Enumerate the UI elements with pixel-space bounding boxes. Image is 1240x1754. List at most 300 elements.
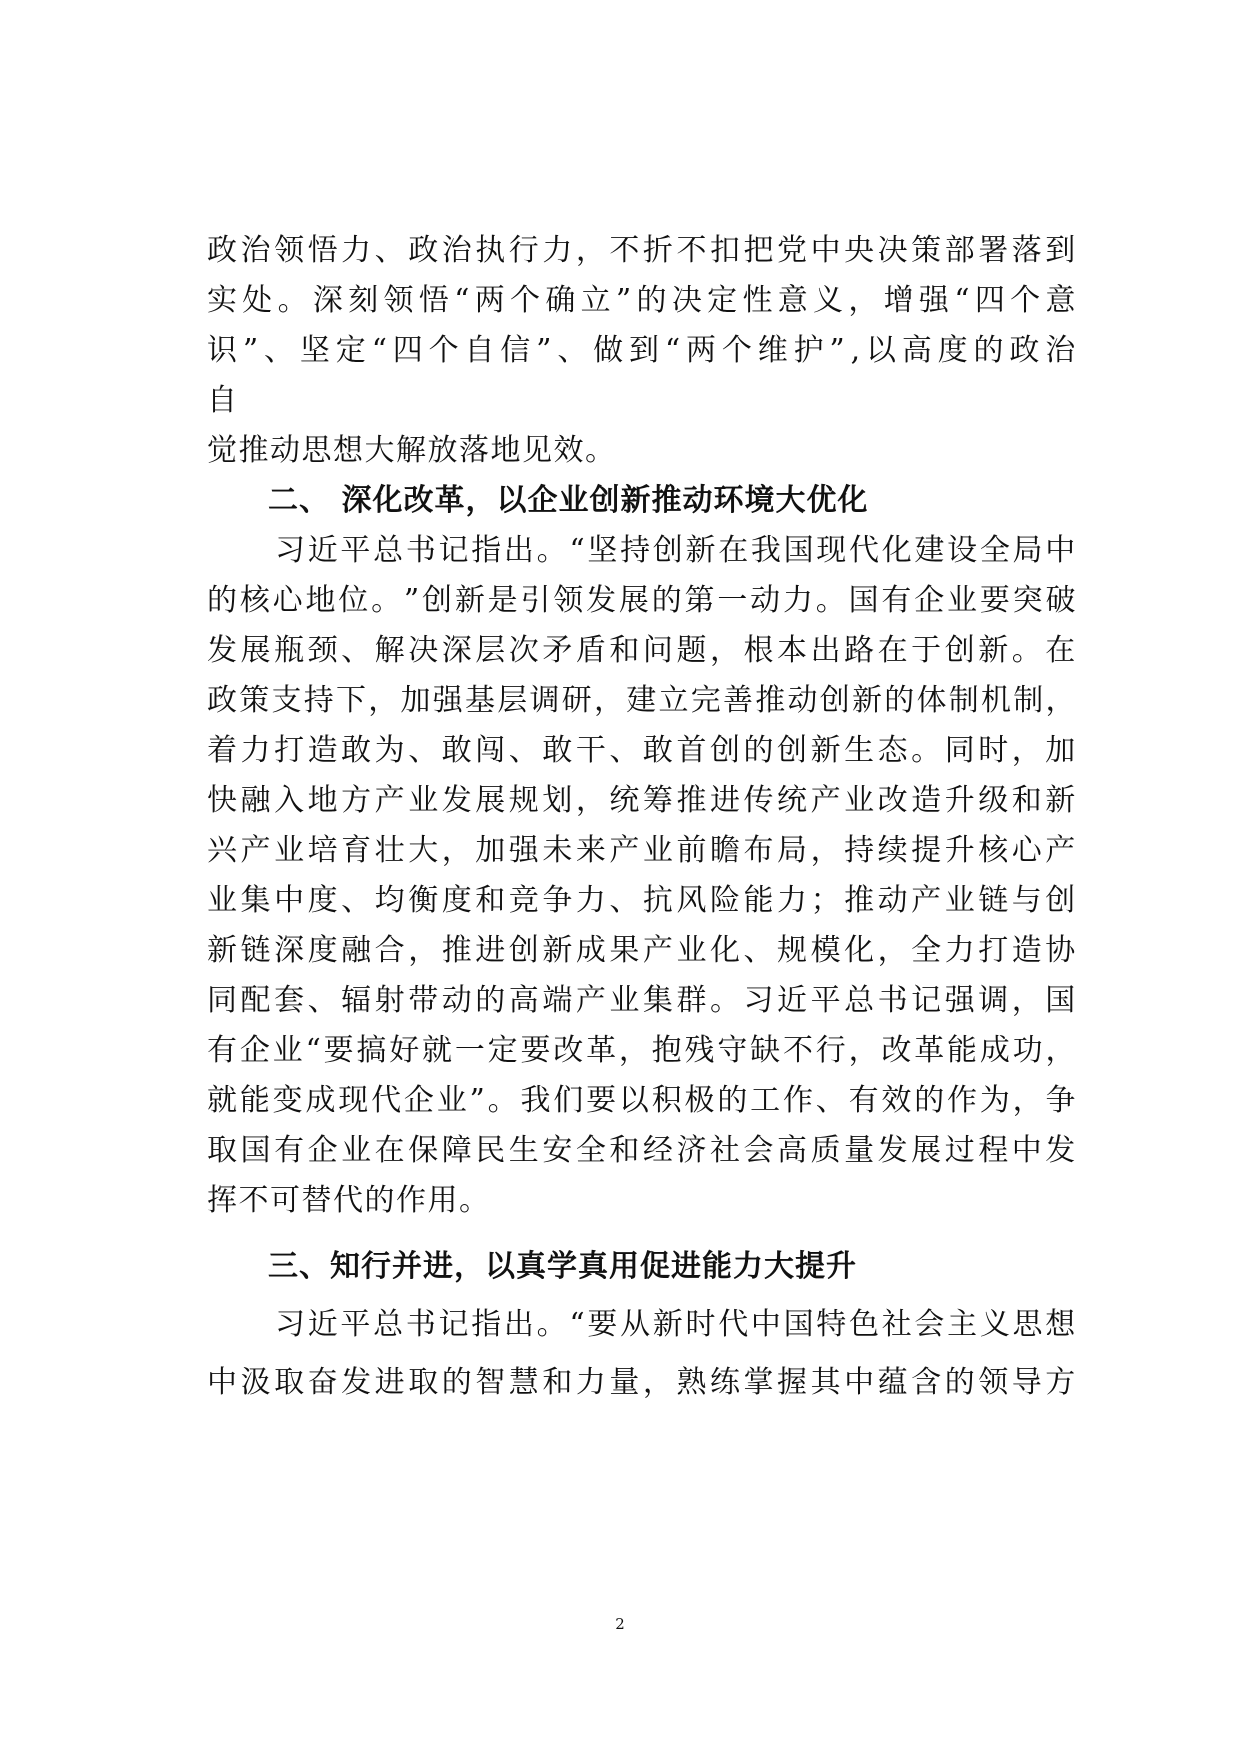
glyph: ， <box>618 1033 651 1068</box>
glyph: 奋 <box>307 1365 340 1400</box>
glyph: 推 <box>441 933 474 968</box>
glyph: 统 <box>777 783 809 818</box>
glyph: 建 <box>626 683 658 718</box>
glyph: 握 <box>777 1365 809 1400</box>
glyph: 积 <box>651 1083 684 1118</box>
glyph: 制 <box>948 683 981 718</box>
glyph: 习 <box>743 983 775 1018</box>
glyph: 程 <box>978 1133 1010 1168</box>
glyph: 新 <box>207 933 239 968</box>
glyph: 动 <box>750 583 782 618</box>
glyph: 能 <box>743 883 775 918</box>
glyph: 产 <box>642 933 675 968</box>
glyph: 立 <box>658 683 690 718</box>
glyph: 义 <box>813 283 845 318</box>
glyph: 国 <box>240 1133 273 1168</box>
glyph: 核 <box>239 583 272 618</box>
glyph: 统 <box>609 783 641 818</box>
glyph: 变 <box>272 1083 305 1118</box>
glyph: 射 <box>374 983 407 1018</box>
text-line <box>207 526 1077 576</box>
glyph: 进 <box>374 1365 407 1400</box>
glyph: 。 <box>487 1083 520 1118</box>
paragraph-section-2 <box>207 526 1077 1226</box>
glyph: 到 <box>1045 233 1077 268</box>
glyph: 扣 <box>709 233 742 268</box>
glyph: 企 <box>307 1133 340 1168</box>
glyph: 层 <box>475 633 507 668</box>
glyph: 现 <box>816 533 848 568</box>
glyph: 革 <box>914 1033 946 1068</box>
glyph: ， <box>1045 683 1077 718</box>
glyph: 壮 <box>374 833 407 868</box>
glyph: 同 <box>207 983 239 1018</box>
glyph: 国 <box>783 1307 816 1342</box>
glyph: 信 <box>500 333 532 368</box>
glyph: 辐 <box>341 983 373 1018</box>
glyph: 安 <box>542 1133 574 1168</box>
glyph: 会 <box>743 1133 775 1168</box>
glyph: 力 <box>240 733 273 768</box>
glyph: 着 <box>207 733 239 768</box>
glyph: 发 <box>586 583 618 618</box>
glyph: ， <box>368 683 400 718</box>
glyph: 习 <box>275 1307 307 1342</box>
glyph: 和 <box>1011 783 1044 818</box>
glyph: 两 <box>474 283 507 318</box>
glyph: 在 <box>1045 633 1077 668</box>
glyph: 书 <box>877 983 910 1018</box>
glyph: ， <box>1045 1033 1077 1068</box>
glyph: 创 <box>422 583 454 618</box>
glyph: “ <box>454 283 471 318</box>
glyph: 维 <box>757 333 790 368</box>
glyph: 自 <box>464 333 496 368</box>
glyph: 。 <box>371 583 403 618</box>
glyph: 的 <box>651 583 684 618</box>
glyph: 指 <box>471 1307 503 1342</box>
glyph: 政 <box>1009 333 1041 368</box>
glyph: 总 <box>373 533 405 568</box>
glyph: 于 <box>911 633 943 668</box>
glyph: 业 <box>341 1133 373 1168</box>
glyph: 行 <box>815 1033 848 1068</box>
glyph: 新 <box>852 683 884 718</box>
glyph: 动 <box>877 883 910 918</box>
glyph: 立 <box>580 283 613 318</box>
glyph: 汲 <box>240 1365 273 1400</box>
glyph: 业 <box>436 1083 469 1118</box>
glyph: 改 <box>877 783 910 818</box>
glyph: 以 <box>618 1083 651 1118</box>
glyph: 我 <box>750 533 783 568</box>
text-line <box>207 826 1077 876</box>
glyph: 竞 <box>508 883 541 918</box>
glyph: 取 <box>408 1365 440 1400</box>
glyph: 记 <box>438 533 471 568</box>
glyph: 升 <box>944 783 977 818</box>
glyph: 高 <box>901 333 934 368</box>
glyph: 不 <box>609 233 641 268</box>
glyph: 。 <box>536 533 569 568</box>
glyph: 社 <box>881 1307 914 1342</box>
glyph: 决 <box>877 233 910 268</box>
glyph: 效 <box>881 1083 913 1118</box>
glyph: 均 <box>374 883 407 918</box>
glyph: 我 <box>520 1083 552 1118</box>
glyph: 治 <box>441 233 474 268</box>
glyph: 代 <box>371 1083 403 1118</box>
glyph: 模 <box>810 933 843 968</box>
text-line <box>207 976 1077 1026</box>
glyph: 培 <box>307 833 340 868</box>
glyph: 全 <box>979 533 1012 568</box>
glyph: 进 <box>475 933 507 968</box>
glyph: ， <box>594 683 626 718</box>
glyph: 提 <box>911 833 943 868</box>
glyph: 央 <box>844 233 876 268</box>
glyph: 质 <box>810 1133 843 1168</box>
glyph: 现 <box>338 1083 370 1118</box>
glyph: 要 <box>323 1033 356 1068</box>
glyph: ， <box>848 1033 881 1068</box>
glyph: ” <box>829 333 847 368</box>
glyph: 国 <box>783 533 816 568</box>
glyph: ” <box>536 333 553 368</box>
glyph: 作 <box>947 1083 979 1118</box>
glyph: 和 <box>542 1365 574 1400</box>
glyph: 识 <box>207 333 239 368</box>
glyph: 发 <box>877 1133 910 1168</box>
glyph: 首 <box>676 733 708 768</box>
glyph: 、 <box>557 333 589 368</box>
glyph: 成 <box>979 1033 1012 1068</box>
glyph: 生 <box>844 733 876 768</box>
glyph: 悟 <box>307 233 340 268</box>
glyph: ” <box>242 333 260 368</box>
glyph: ” <box>469 1083 487 1118</box>
glyph: 个 <box>1010 283 1042 318</box>
glyph: 、 <box>341 633 373 668</box>
glyph: 、 <box>264 333 296 368</box>
glyph: 加 <box>400 683 432 718</box>
glyph: 建 <box>914 533 946 568</box>
glyph: 做 <box>593 333 625 368</box>
glyph: 打 <box>978 933 1010 968</box>
glyph: 中 <box>1045 533 1077 568</box>
glyph: 机 <box>981 683 1013 718</box>
glyph: 的 <box>475 983 507 1018</box>
glyph: 有 <box>274 1133 306 1168</box>
glyph: 会 <box>914 1307 946 1342</box>
glyph: 险 <box>709 883 742 918</box>
glyph: 闯 <box>475 733 507 768</box>
glyph: 位 <box>338 583 370 618</box>
glyph: 产 <box>575 983 608 1018</box>
glyph: 残 <box>684 1033 717 1068</box>
glyph: “ <box>569 1307 587 1342</box>
glyph: 特 <box>816 1307 848 1342</box>
glyph: 平 <box>810 983 843 1018</box>
glyph: 协 <box>1045 933 1077 968</box>
glyph: 颈 <box>307 633 340 668</box>
glyph: 产 <box>810 783 843 818</box>
glyph: 搞 <box>356 1033 388 1068</box>
glyph: 传 <box>743 783 775 818</box>
glyph: 规 <box>777 933 809 968</box>
glyph: 群 <box>676 983 708 1018</box>
glyph: 坚 <box>299 333 332 368</box>
glyph: 创 <box>1045 883 1077 918</box>
glyph: 设 <box>947 533 979 568</box>
glyph: 领 <box>383 283 415 318</box>
glyph: 功 <box>1012 1033 1045 1068</box>
glyph: 进 <box>709 783 742 818</box>
glyph: 题 <box>676 633 708 668</box>
glyph: 发 <box>1045 1133 1077 1168</box>
glyph: 方 <box>1045 1365 1077 1400</box>
glyph: 深 <box>312 283 345 318</box>
glyph: 的 <box>973 333 1006 368</box>
glyph: 个 <box>510 283 542 318</box>
glyph: 有 <box>881 583 913 618</box>
glyph: 的 <box>743 733 775 768</box>
glyph: 企 <box>239 1033 272 1068</box>
glyph: “ <box>954 283 972 318</box>
glyph: 的 <box>441 1365 474 1400</box>
glyph: 发 <box>341 1365 373 1400</box>
glyph: ， <box>1011 733 1044 768</box>
glyph: 集 <box>642 983 675 1018</box>
glyph: 治 <box>1045 333 1077 368</box>
glyph: “ <box>569 533 587 568</box>
glyph: 业 <box>676 933 708 968</box>
glyph: 想 <box>1045 1307 1077 1342</box>
glyph: 造 <box>911 783 943 818</box>
glyph: 配 <box>240 983 273 1018</box>
glyph: 衡 <box>408 883 440 918</box>
glyph: 折 <box>642 233 675 268</box>
glyph: 高 <box>508 983 541 1018</box>
glyph: 社 <box>709 1133 742 1168</box>
glyph: ， <box>575 233 608 268</box>
glyph: 敢 <box>341 733 373 768</box>
glyph: 升 <box>944 833 977 868</box>
glyph: 改 <box>553 1033 585 1068</box>
glyph: 全 <box>911 933 943 968</box>
glyph: 的 <box>944 1365 977 1400</box>
glyph: 要 <box>520 1033 552 1068</box>
glyph: 展 <box>618 583 651 618</box>
glyph: 核 <box>978 833 1010 868</box>
glyph: 展 <box>911 1133 943 1168</box>
glyph: 决 <box>408 633 440 668</box>
text-line <box>207 626 1077 676</box>
glyph: 强 <box>432 683 465 718</box>
glyph: 书 <box>405 533 438 568</box>
glyph: 领 <box>978 1365 1010 1400</box>
glyph: 新 <box>810 733 843 768</box>
glyph: 中 <box>810 233 843 268</box>
glyph: 就 <box>207 1083 239 1118</box>
glyph: 融 <box>240 783 273 818</box>
glyph: ， <box>441 833 474 868</box>
glyph: 调 <box>978 983 1010 1018</box>
glyph: 心 <box>272 583 305 618</box>
glyph: 产 <box>911 883 943 918</box>
glyph: 的 <box>636 283 669 318</box>
glyph: 工 <box>750 1083 782 1118</box>
glyph: 掌 <box>743 1365 775 1400</box>
glyph: 书 <box>405 1307 438 1342</box>
glyph: 是 <box>487 583 520 618</box>
glyph: “ <box>371 333 389 368</box>
glyph: 蕴 <box>877 1365 910 1400</box>
glyph: 政 <box>408 233 440 268</box>
glyph: 带 <box>408 983 440 1018</box>
glyph: 筹 <box>642 783 675 818</box>
glyph: 端 <box>542 983 574 1018</box>
glyph: 瞻 <box>709 833 742 868</box>
text-line <box>207 926 1077 976</box>
glyph: 推 <box>676 783 708 818</box>
glyph: ， <box>575 783 608 818</box>
glyph: 的 <box>207 583 239 618</box>
glyph: 心 <box>1011 833 1044 868</box>
glyph: 高 <box>777 1133 809 1168</box>
glyph: 态 <box>877 733 910 768</box>
text-line: 觉推动思想大解放落地见效。 <box>207 433 617 468</box>
glyph: 造 <box>1011 933 1044 968</box>
glyph: 前 <box>676 833 708 868</box>
glyph: 记 <box>438 1307 471 1342</box>
glyph: 熟 <box>676 1365 708 1400</box>
glyph: 近 <box>307 533 340 568</box>
text-line <box>207 276 1077 326</box>
glyph: ， <box>709 633 742 668</box>
glyph: 政 <box>207 683 239 718</box>
glyph: 新 <box>685 533 717 568</box>
glyph: 成 <box>575 933 608 968</box>
glyph: 记 <box>911 983 943 1018</box>
glyph: 度 <box>307 933 340 968</box>
glyph: 导 <box>1011 1365 1044 1400</box>
glyph: 极 <box>684 1083 717 1118</box>
glyph: 不 <box>676 233 708 268</box>
paragraph-section-3 <box>207 1296 1077 1412</box>
glyph: 创 <box>709 733 742 768</box>
glyph: 代 <box>849 533 881 568</box>
glyph: 的 <box>884 683 916 718</box>
glyph: 业 <box>272 1033 305 1068</box>
glyph: 为 <box>374 733 407 768</box>
glyph: ， <box>810 833 843 868</box>
glyph: 业 <box>609 983 641 1018</box>
glyph: 、 <box>307 983 340 1018</box>
glyph: 地 <box>307 783 340 818</box>
glyph: 地 <box>305 583 337 618</box>
glyph: 们 <box>553 1083 585 1118</box>
glyph: 练 <box>709 1365 742 1400</box>
glyph: 保 <box>408 1133 440 1168</box>
glyph: 敢 <box>441 733 474 768</box>
glyph: 思 <box>1012 1307 1045 1342</box>
glyph: 创 <box>508 933 541 968</box>
text-line <box>207 676 1077 726</box>
glyph: 支 <box>271 683 303 718</box>
glyph: 成 <box>305 1083 337 1118</box>
glyph: 调 <box>529 683 561 718</box>
glyph: 体 <box>916 683 948 718</box>
glyph: 产 <box>1045 833 1077 868</box>
glyph: 经 <box>642 1133 675 1168</box>
glyph: 落 <box>1011 233 1044 268</box>
glyph: 敢 <box>542 733 574 768</box>
glyph: ； <box>810 883 843 918</box>
text-line: 挥不可替代的作用。 <box>207 1183 491 1218</box>
glyph: 业 <box>408 783 440 818</box>
glyph: ， <box>408 933 440 968</box>
glyph: 行 <box>508 233 541 268</box>
section-heading-3: 三、知行并进，以真学真用促进能力大提升 <box>268 1249 857 1284</box>
glyph: 、 <box>408 733 440 768</box>
glyph: 要 <box>979 583 1012 618</box>
glyph: 近 <box>307 1307 340 1342</box>
glyph: 推 <box>844 883 876 918</box>
glyph: 布 <box>743 833 775 868</box>
glyph: 取 <box>207 1133 239 1168</box>
glyph: 力 <box>341 233 373 268</box>
glyph: 和 <box>609 633 641 668</box>
text-line <box>207 1126 1077 1176</box>
glyph: 平 <box>340 1307 372 1342</box>
glyph: 来 <box>575 833 608 868</box>
glyph: 取 <box>274 1365 306 1400</box>
glyph: 展 <box>240 633 273 668</box>
glyph: 创 <box>944 633 977 668</box>
glyph: 业 <box>947 583 979 618</box>
glyph: 指 <box>471 533 503 568</box>
glyph: 义 <box>979 1307 1012 1342</box>
glyph: 合 <box>374 933 407 968</box>
text-line <box>207 1026 1077 1076</box>
glyph: 度 <box>441 883 474 918</box>
glyph: ” <box>403 583 421 618</box>
glyph: 发 <box>207 633 239 668</box>
glyph: 要 <box>586 1083 618 1118</box>
glyph: 时 <box>685 1307 717 1342</box>
glyph: 化 <box>709 933 742 968</box>
glyph: 。 <box>815 583 848 618</box>
glyph: 过 <box>944 1133 977 1168</box>
glyph: 习 <box>275 533 307 568</box>
glyph: 解 <box>374 633 407 668</box>
glyph: 突 <box>1012 583 1045 618</box>
text-line <box>207 226 1077 276</box>
glyph: 以 <box>865 333 898 368</box>
glyph: 同 <box>944 733 977 768</box>
glyph: 争 <box>542 883 574 918</box>
glyph: 强 <box>508 833 541 868</box>
glyph: 加 <box>475 833 507 868</box>
glyph: 制 <box>1013 683 1045 718</box>
glyph: 政 <box>207 233 239 268</box>
glyph: 国 <box>1045 983 1077 1018</box>
glyph: 深 <box>274 933 306 968</box>
glyph: 级 <box>978 783 1010 818</box>
glyph: 瓶 <box>274 633 306 668</box>
glyph: 智 <box>475 1365 507 1400</box>
